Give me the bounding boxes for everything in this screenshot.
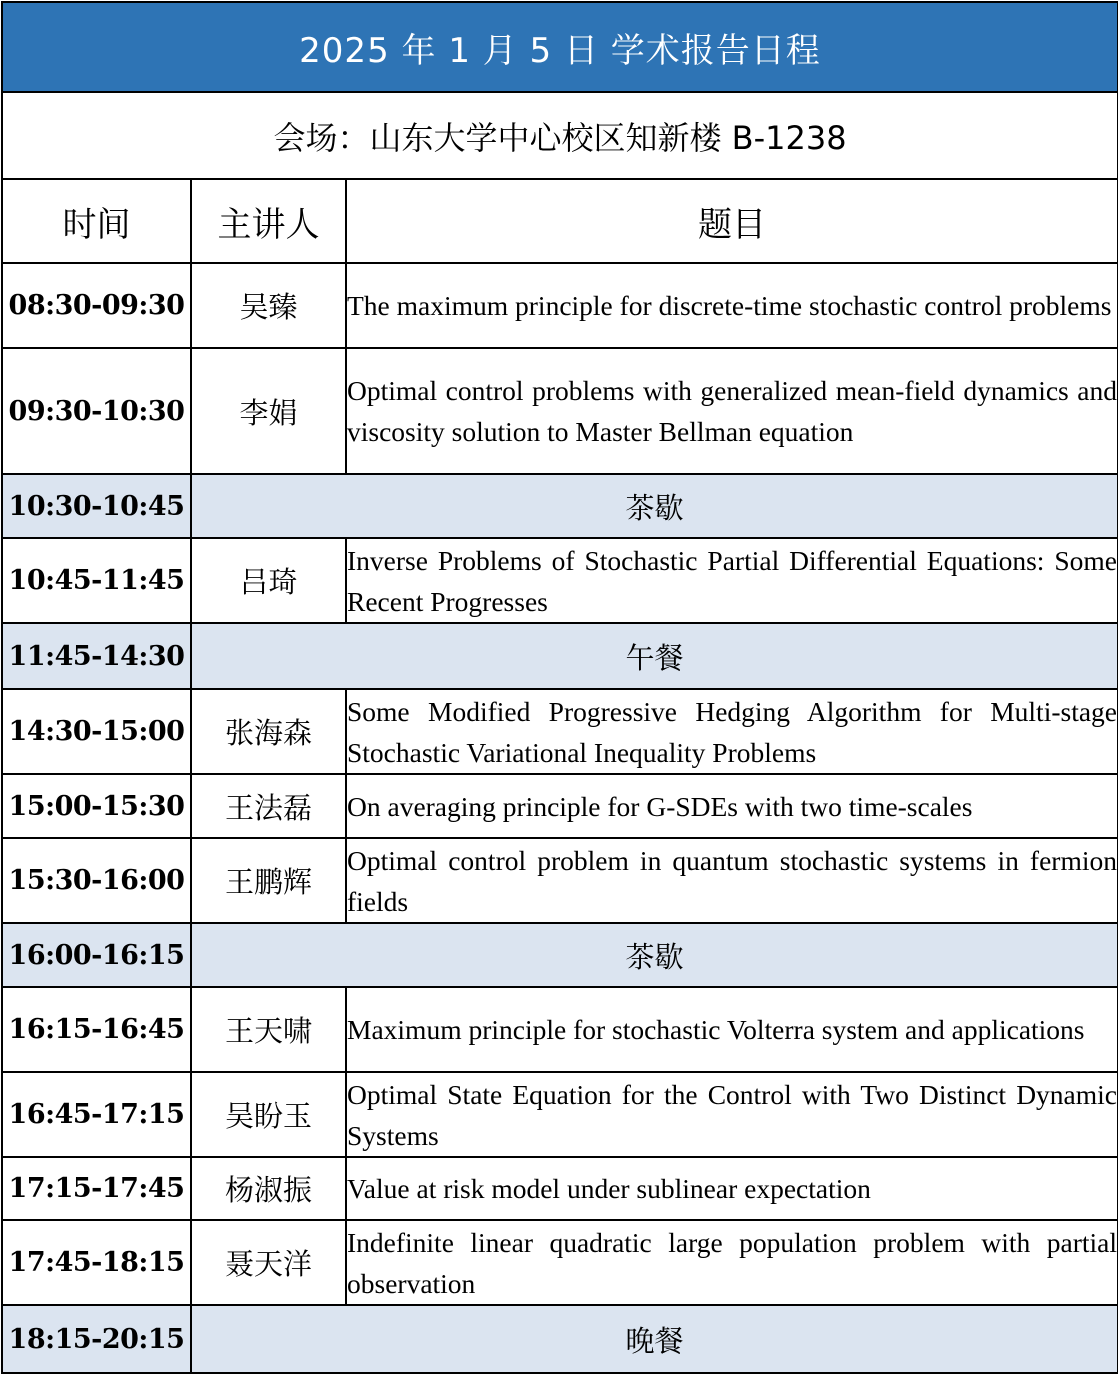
break-time: 16:00-16:15 <box>2 923 191 987</box>
column-header-speaker: 主讲人 <box>191 179 346 263</box>
session-row <box>2 1157 1118 1220</box>
session-topic: Optimal control problems with generalized mean-field dynamics and viscosity solution to Master Bellman equation <box>346 348 1118 474</box>
break-label: 午餐 <box>191 623 1118 689</box>
column-header-row <box>2 179 1118 263</box>
session-topic: On averaging principle for G-SDEs with two time-scales <box>346 774 1118 838</box>
venue-label: 会场：山东大学中心校区知新楼 B-1238 <box>2 92 1118 179</box>
title-row <box>2 2 1118 92</box>
session-topic: Inverse Problems of Stochastic Partial Differential Equations: Some Recent Progresses <box>346 538 1118 623</box>
session-row <box>2 1072 1118 1157</box>
session-time: 17:45-18:15 <box>2 1220 191 1305</box>
session-row <box>2 538 1118 623</box>
session-topic: Some Modified Progressive Hedging Algorithm for Multi-stage Stochastic Variational Inequality Problems <box>346 689 1118 774</box>
schedule-table <box>1 1 1118 1374</box>
break-label: 晚餐 <box>191 1305 1118 1373</box>
break-row <box>2 474 1118 538</box>
session-time: 15:30-16:00 <box>2 838 191 923</box>
session-speaker: 聂天洋 <box>191 1220 346 1305</box>
session-row <box>2 348 1118 474</box>
session-time: 16:45-17:15 <box>2 1072 191 1157</box>
session-topic: Optimal State Equation for the Control with Two Distinct Dynamic Systems <box>346 1072 1118 1157</box>
session-speaker: 张海森 <box>191 689 346 774</box>
column-header-topic: 题目 <box>346 179 1118 263</box>
break-row <box>2 923 1118 987</box>
session-time: 08:30-09:30 <box>2 263 191 348</box>
session-time: 17:15-17:45 <box>2 1157 191 1220</box>
session-time: 16:15-16:45 <box>2 987 191 1072</box>
session-time: 10:45-11:45 <box>2 538 191 623</box>
session-topic: Optimal control problem in quantum stochastic systems in fermion fields <box>346 838 1118 923</box>
session-row <box>2 689 1118 774</box>
venue-row <box>2 92 1118 179</box>
session-speaker: 王鹏辉 <box>191 838 346 923</box>
session-speaker: 吕琦 <box>191 538 346 623</box>
session-topic: Maximum principle for stochastic Volterra system and applications <box>346 987 1118 1072</box>
session-row <box>2 774 1118 838</box>
session-time: 14:30-15:00 <box>2 689 191 774</box>
session-row <box>2 263 1118 348</box>
session-speaker: 杨淑振 <box>191 1157 346 1220</box>
break-row <box>2 1305 1118 1373</box>
session-speaker: 吴臻 <box>191 263 346 348</box>
session-row <box>2 987 1118 1072</box>
session-topic: Value at risk model under sublinear expectation <box>346 1157 1118 1220</box>
session-time: 09:30-10:30 <box>2 348 191 474</box>
break-row <box>2 623 1118 689</box>
session-topic: The maximum principle for discrete-time stochastic control problems <box>346 263 1118 348</box>
break-label: 茶歇 <box>191 474 1118 538</box>
session-speaker: 吴盼玉 <box>191 1072 346 1157</box>
session-topic: Indefinite linear quadratic large population problem with partial observation <box>346 1220 1118 1305</box>
schedule-title: 2025 年 1 月 5 日 学术报告日程 <box>2 2 1118 92</box>
break-time: 18:15-20:15 <box>2 1305 191 1373</box>
column-header-time: 时间 <box>2 179 191 263</box>
break-label: 茶歇 <box>191 923 1118 987</box>
session-row <box>2 838 1118 923</box>
break-time: 10:30-10:45 <box>2 474 191 538</box>
session-time: 15:00-15:30 <box>2 774 191 838</box>
session-speaker: 王法磊 <box>191 774 346 838</box>
session-speaker: 王天啸 <box>191 987 346 1072</box>
session-row <box>2 1220 1118 1305</box>
session-speaker: 李娟 <box>191 348 346 474</box>
break-time: 11:45-14:30 <box>2 623 191 689</box>
